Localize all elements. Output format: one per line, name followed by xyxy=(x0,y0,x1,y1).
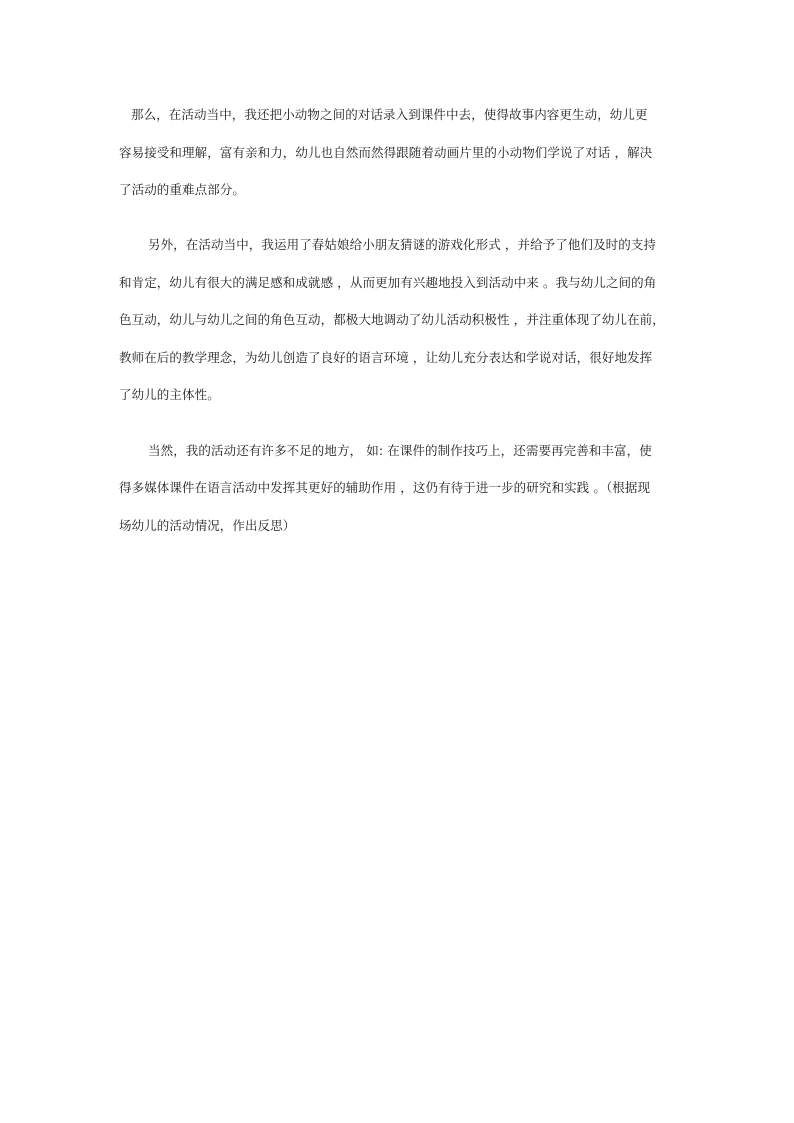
paragraph-line: 容易接受和理解，富有亲和力，幼儿也自然而然得跟随着动画片里的小动物们学说了对话 ，解决 xyxy=(119,145,653,160)
paragraph-line: 教师在后的教学理念，为幼儿创造了良好的语言环境 ，让幼儿充分表达和学说对话，很好地发挥 xyxy=(119,350,653,365)
paragraph-line: 了幼儿的主体性。 xyxy=(119,387,220,402)
paragraph-line: 当然，我的活动还有许多不足的地方， 如: 在课件的制作技巧上，还需要再完善和丰富，使 xyxy=(148,443,652,458)
paragraph-line: 得多媒体课件在语言活动中发挥其更好的辅助作用 ，这仍有待于进一步的研究和实践 。（根据现 xyxy=(119,480,651,495)
paragraph-line: 另外，在活动当中，我运用了春姑娘给小朋友猜谜的游戏化形式 ，并给予了他们及时的支持 xyxy=(148,237,657,252)
paragraph-line: 场幼儿的活动情况，作出反思） xyxy=(119,518,296,533)
paragraph-line: 色互动，幼儿与幼儿之间的角色互动，都极大地调动了幼儿活动积极性 ，并注重体现了幼儿在前， xyxy=(119,312,665,327)
paragraph-line: 和肯定，幼儿有很大的满足感和成就感 ，从而更加有兴趣地投入到活动中来 。我与幼儿之间的角 xyxy=(119,275,657,290)
paragraph-line: 了活动的重难点部分。 xyxy=(119,182,246,197)
paragraph-line: 那么，在活动当中，我还把小动物之间的对话录入到课件中去，使得故事内容更生动，幼儿更 xyxy=(131,107,648,122)
